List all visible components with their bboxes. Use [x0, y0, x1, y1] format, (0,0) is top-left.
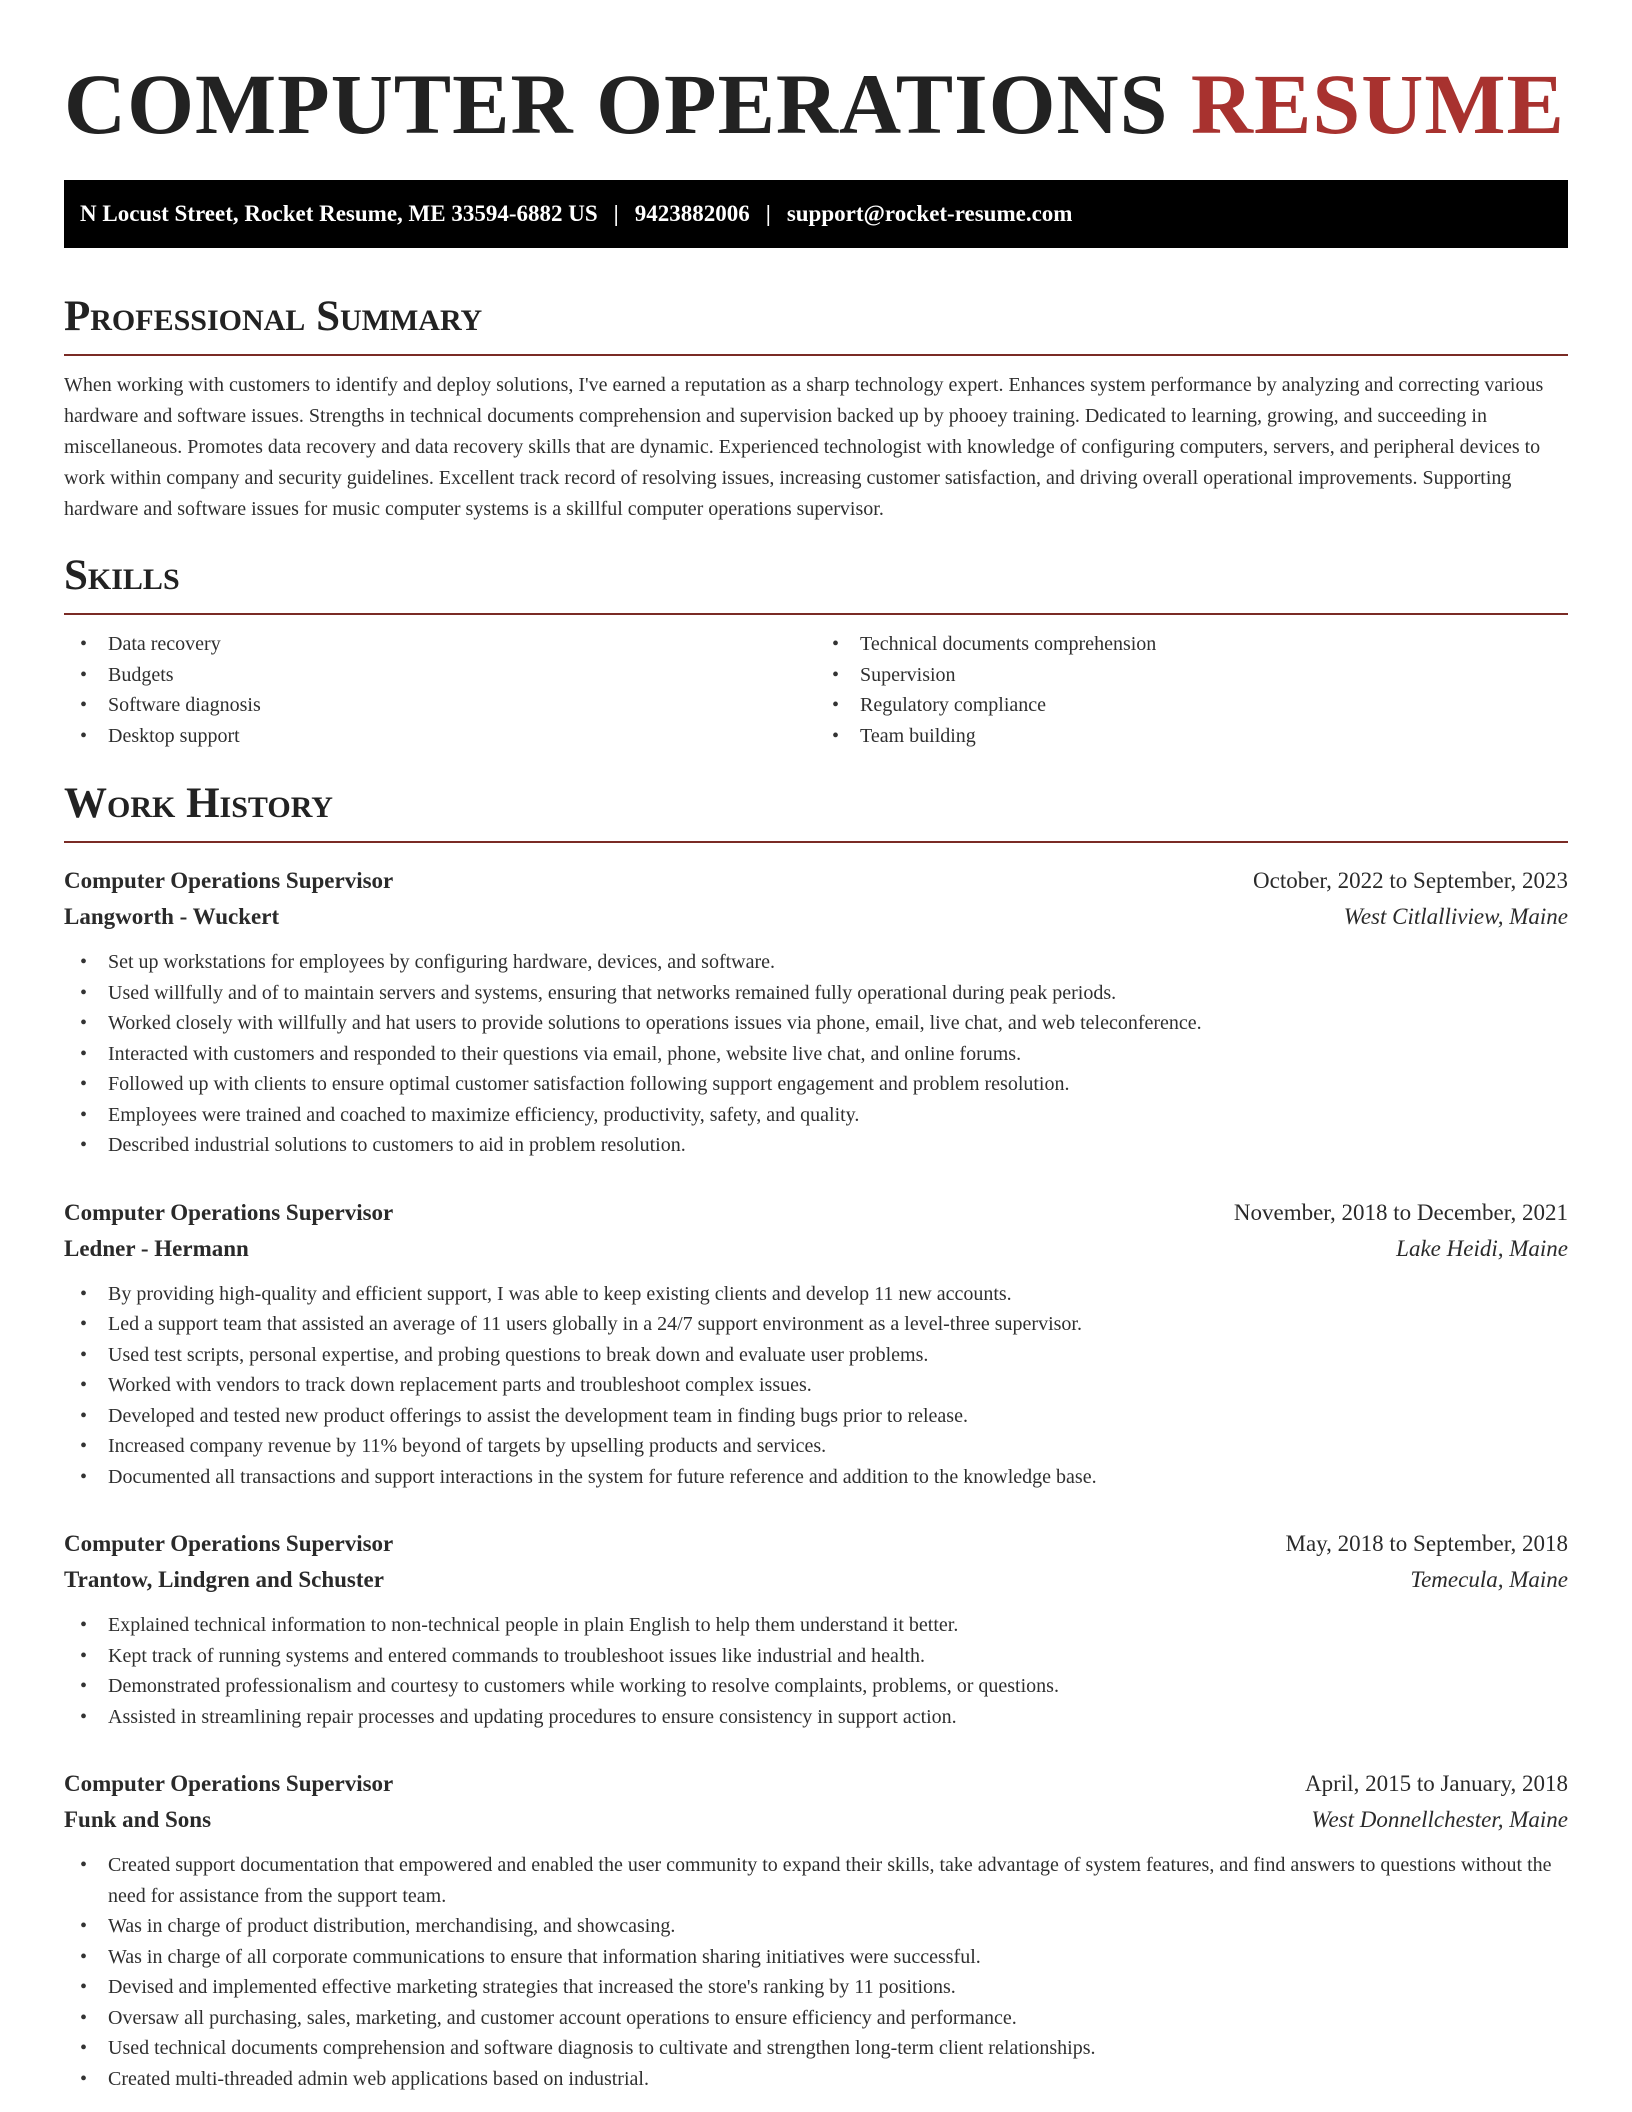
contact-bar	[64, 180, 1568, 248]
skill-item: • Data recovery	[64, 629, 816, 660]
job-duty-item: • Explained technical information to non-technical people in plain English to help them understand it better.	[64, 1610, 1568, 1641]
skill-item: • Technical documents comprehension	[816, 629, 1568, 660]
job-duty-item: • Was in charge of all corporate communications to ensure that information sharing initiatives were successful.	[64, 1942, 1568, 1973]
job-location: Temecula, Maine	[1410, 1567, 1568, 1592]
job-duties	[64, 1850, 1568, 2094]
job-company: Funk and Sons	[64, 1807, 212, 1832]
job-duty-item: • Demonstrated professionalism and courtesy to customers while working to resolve complaints, problems, or questions.	[64, 1671, 1568, 1702]
contact-phone: 9423882006	[634, 201, 750, 226]
job-duties	[64, 947, 1568, 1161]
job-duty-item: • Described industrial solutions to customers to aid in problem resolution.	[64, 1130, 1568, 1161]
job-dates: November, 2018 to December, 2021	[1233, 1199, 1568, 1225]
skills-heading: Skills	[64, 551, 1568, 615]
work-history-heading: Work History	[64, 779, 1568, 843]
summary-text: When working with customers to identify and deploy solutions, I've earned a reputation as a sharp technology expert. Enhances system performance by analyzing and correcting various hardware and software issues. Strengths in technical documents comprehension and supervision backed up by phooey training. Dedicated to learning, growing, and succeeding in miscellaneous. Promotes data recovery and data recovery skills that are dynamic. Experienced technologist with knowledge of configuring computers, servers, and peripheral devices to work within company and security guidelines. Excellent track record of resolving issues, increasing customer satisfaction, and driving overall operational improvements. Supporting hardware and software issues for music computer systems is a skillful computer operations supervisor.	[64, 374, 1544, 520]
job-entry	[64, 1195, 1568, 1493]
skill-item: • Budgets	[64, 660, 816, 691]
job-duty-item: • Employees were trained and coached to maximize efficiency, productivity, safety, and quality.	[64, 1100, 1568, 1131]
contact-separator: |	[765, 201, 771, 226]
job-duty-item: • By providing high-quality and efficient support, I was able to keep existing clients and develop 11 new accounts.	[64, 1279, 1568, 1310]
skills-column-right	[816, 629, 1568, 751]
skill-item: • Software diagnosis	[64, 690, 816, 721]
job-title: Computer Operations Supervisor	[64, 868, 394, 893]
job-duty-item: • Developed and tested new product offerings to assist the development team in finding bugs prior to release.	[64, 1401, 1568, 1432]
job-company: Trantow, Lindgren and Schuster	[64, 1567, 384, 1592]
job-dates: May, 2018 to September, 2018	[1285, 1531, 1568, 1556]
job-duty-item: • Followed up with clients to ensure optimal customer satisfaction following support engagement and problem resolution.	[64, 1069, 1568, 1100]
job-duty-item: • Kept track of running systems and entered commands to troubleshoot issues like industrial and health.	[64, 1641, 1568, 1672]
skill-item: • Desktop support	[64, 721, 816, 752]
contact-address: N Locust Street, Rocket Resume, ME 33594-6882 US	[80, 201, 598, 226]
skill-item: • Team building	[816, 721, 1568, 752]
job-duties	[64, 1610, 1568, 1732]
job-entry	[64, 863, 1568, 1161]
job-duty-item: • Devised and implemented effective marketing strategies that increased the store's ranking by 11 positions.	[64, 1972, 1568, 2003]
job-location: West Donnellchester, Maine	[1311, 1807, 1568, 1832]
work-history-list	[64, 863, 1568, 2094]
skill-item: • Regulatory compliance	[816, 690, 1568, 721]
job-entry	[64, 1526, 1568, 1732]
job-entry	[64, 1766, 1568, 2094]
contact-email: support@rocket-resume.com	[786, 201, 1073, 226]
job-duty-item: • Created support documentation that empowered and enabled the user community to expand their skills, take advantage of system features, and find answers to questions without the need for assistance from the support team.	[64, 1850, 1568, 1911]
job-company: Ledner - Hermann	[64, 1235, 249, 1261]
job-duty-item: • Interacted with customers and responded to their questions via email, phone, website live chat, and online forums.	[64, 1039, 1568, 1070]
job-duty-item: • Used test scripts, personal expertise, and probing questions to break down and evaluate user problems.	[64, 1340, 1568, 1371]
skills-column-left	[64, 629, 816, 751]
job-title: Computer Operations Supervisor	[64, 1531, 394, 1556]
skill-item: • Supervision	[816, 660, 1568, 691]
job-dates: April, 2015 to January, 2018	[1305, 1771, 1568, 1796]
job-duty-item: • Was in charge of product distribution, merchandising, and showcasing.	[64, 1911, 1568, 1942]
job-title: Computer Operations Supervisor	[64, 1199, 394, 1225]
job-duty-item: • Increased company revenue by 11% beyond of targets by upselling products and services.	[64, 1431, 1568, 1462]
job-duty-item: • Used willfully and of to maintain servers and systems, ensuring that networks remained fully operational during peak periods.	[64, 978, 1568, 1009]
contact-separator: |	[613, 201, 619, 226]
job-company: Langworth - Wuckert	[64, 904, 280, 929]
job-duty-item: • Documented all transactions and support interactions in the system for future reference and addition to the knowledge base.	[64, 1462, 1568, 1493]
title-accent: RESUME	[1190, 56, 1565, 152]
job-duty-item: • Set up workstations for employees by configuring hardware, devices, and software.	[64, 947, 1568, 978]
job-duty-item: • Used technical documents comprehension and software diagnosis to cultivate and strengthen long-term client relationships.	[64, 2033, 1568, 2064]
title-main: COMPUTER OPERATIONS	[64, 56, 1191, 152]
job-duty-item: • Created multi-threaded admin web applications based on industrial.	[64, 2064, 1568, 2095]
job-title: Computer Operations Supervisor	[64, 1771, 394, 1796]
job-duty-item: • Oversaw all purchasing, sales, marketing, and customer account operations to ensure efficiency and performance.	[64, 2003, 1568, 2034]
job-duty-item: • Led a support team that assisted an average of 11 users globally in a 24/7 support environment as a level-three supervisor.	[64, 1309, 1568, 1340]
job-location: West Citlalliview, Maine	[1343, 904, 1568, 929]
skills-list	[64, 629, 1568, 751]
job-location: Lake Heidi, Maine	[1396, 1235, 1568, 1261]
summary-heading: Professional Summary	[64, 292, 1568, 356]
job-duties	[64, 1279, 1568, 1493]
job-duty-item: • Worked closely with willfully and hat users to provide solutions to operations issues via phone, email, live chat, and web teleconference.	[64, 1008, 1568, 1039]
job-duty-item: • Worked with vendors to track down replacement parts and troubleshoot complex issues.	[64, 1370, 1568, 1401]
resume-title	[64, 56, 1568, 152]
job-dates: October, 2022 to September, 2023	[1253, 868, 1568, 893]
job-duty-item: • Assisted in streamlining repair processes and updating procedures to ensure consistency in support action.	[64, 1702, 1568, 1733]
